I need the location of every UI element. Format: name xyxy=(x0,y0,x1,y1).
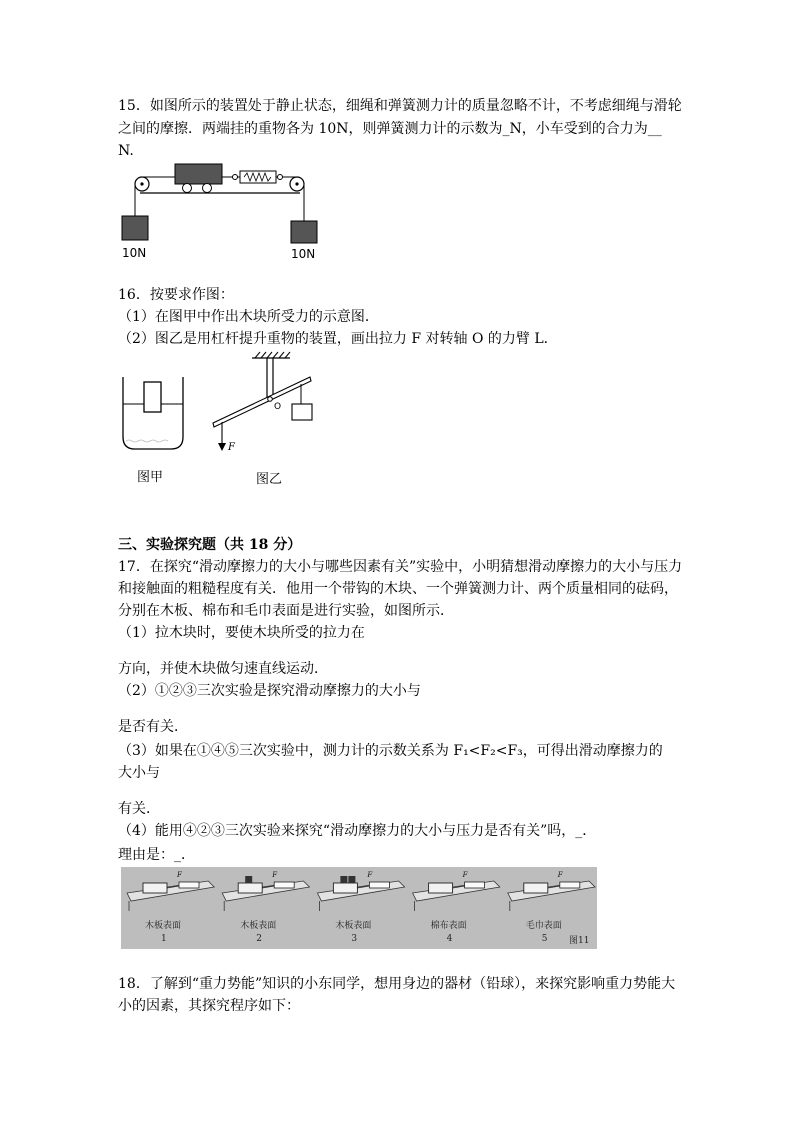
wood-block xyxy=(144,382,161,412)
q15-pulley-diagram xyxy=(118,160,318,262)
label-f: F xyxy=(228,442,235,453)
spring-scale-4 xyxy=(465,882,485,888)
q15-text-line1: 15．如图所示的装置处于静止状态，细绳和弹簧测力计的质量忽略不计，不考虑细绳与滑轮 xyxy=(118,98,682,114)
q17-part3-c: 有关． xyxy=(118,801,160,817)
friction-experiment-photo xyxy=(121,867,597,949)
spring-scale-1 xyxy=(179,882,199,888)
wood-block-4 xyxy=(429,883,453,893)
figure-a-beaker xyxy=(120,375,186,457)
q17-part1-a: （1）拉木块时，要使木块所受的拉力在 xyxy=(118,625,365,641)
spring-scale-2 xyxy=(274,882,294,888)
surface-label-3: 木板表面 xyxy=(335,921,372,931)
panel-number-2: 2 xyxy=(256,934,262,944)
spring-scale-3 xyxy=(369,882,389,888)
label-o: O xyxy=(274,402,282,412)
spring-scale-5 xyxy=(560,882,580,888)
q17-text-line1: 17．在探究“滑动摩擦力的大小与哪些因素有关”实验中，小明猜想滑动摩擦力的大小与压力 xyxy=(118,559,683,575)
q17-part2-b: 是否有关． xyxy=(118,719,188,735)
caption-figure-b: 图乙 xyxy=(256,472,283,487)
q17-part1-b: 方向，并使木块做匀速直线运动． xyxy=(118,661,328,677)
q16-text-line3: （2）图乙是用杠杆提升重物的装置，画出拉力 F 对转轴 O 的力臂 L． xyxy=(118,331,558,347)
wood-block-2 xyxy=(238,883,262,893)
left-weight xyxy=(122,216,148,240)
force-label-4: F xyxy=(462,871,468,879)
panel-number-5: 5 xyxy=(541,934,548,944)
q17-part3-a: （3）如果在①④⑤三次实验中，测力计的示数关系为 F₁<F₂<F₃，可得出滑动摩擦力的 xyxy=(118,743,663,759)
hanging-weight xyxy=(292,404,312,420)
section-3-title: 三、实验探究题（共 18 分） xyxy=(118,537,302,553)
q15-text-line3: N. xyxy=(118,143,134,159)
q18-text-line1: 18．了解到“重力势能”知识的小东同学，想用身边的器材（铅球），来探究影响重力势能大 xyxy=(118,976,676,992)
q15-text-line2: 之间的摩擦．两端挂的重物各为 10N，则弹簧测力计的示数为_N，小车受到的合力为__ xyxy=(118,121,662,137)
wood-block-1 xyxy=(143,883,167,893)
pivot-o xyxy=(268,397,273,402)
cart-body xyxy=(175,164,222,184)
wood-block-3 xyxy=(333,883,357,893)
surface-label-2: 木板表面 xyxy=(240,921,277,931)
panel-number-1: 1 xyxy=(161,934,167,944)
force-label-2: F xyxy=(272,871,278,879)
panel-number-3: 3 xyxy=(351,934,358,944)
q17-part4-a: （4）能用④②③三次实验来探究“滑动摩擦力的大小与压力是否有关”吗，_． xyxy=(118,823,597,839)
surface-label-5: 毛巾表面 xyxy=(525,921,562,931)
panel-number-4: 4 xyxy=(446,934,453,944)
weight-extra xyxy=(348,876,355,883)
figure-b-lever xyxy=(208,350,328,456)
q18-text-line2: 小的因素，其探究程序如下： xyxy=(118,998,300,1014)
photo-tag: 图11 xyxy=(569,936,590,946)
q17-part3-b: 大小与 xyxy=(118,765,160,781)
q17-part2-a: （2）①②③三次实验是探究滑动摩擦力的大小与 xyxy=(118,683,421,699)
q17-part4-b: 理由是：_． xyxy=(118,847,195,863)
surface-label-4: 棉布表面 xyxy=(430,921,467,931)
surface-label-1: 木板表面 xyxy=(145,921,182,931)
force-label-3: F xyxy=(367,871,373,879)
right-weight xyxy=(291,221,317,243)
wood-block-5 xyxy=(524,883,548,893)
q17-text-line2: 和接触面的粗糙程度有关．他用一个带钩的木块、一个弹簧测力计、两个质量相同的砝码， xyxy=(118,581,678,597)
weight-2 xyxy=(245,876,252,883)
q16-text-line1: 16．按要求作图： xyxy=(118,287,234,303)
force-label-1: F xyxy=(177,871,182,879)
weight-3 xyxy=(340,876,347,883)
q17-text-line3: 分别在木板、棉布和毛巾表面是进行实验，如图所示． xyxy=(118,603,454,619)
left-weight-label: 10N xyxy=(122,246,147,260)
q16-text-line2: （1）在图甲中作出木块所受力的示意图． xyxy=(118,309,379,325)
right-weight-label: 10N xyxy=(291,247,316,261)
caption-figure-a: 图甲 xyxy=(137,470,164,485)
force-label-5: F xyxy=(557,871,563,879)
